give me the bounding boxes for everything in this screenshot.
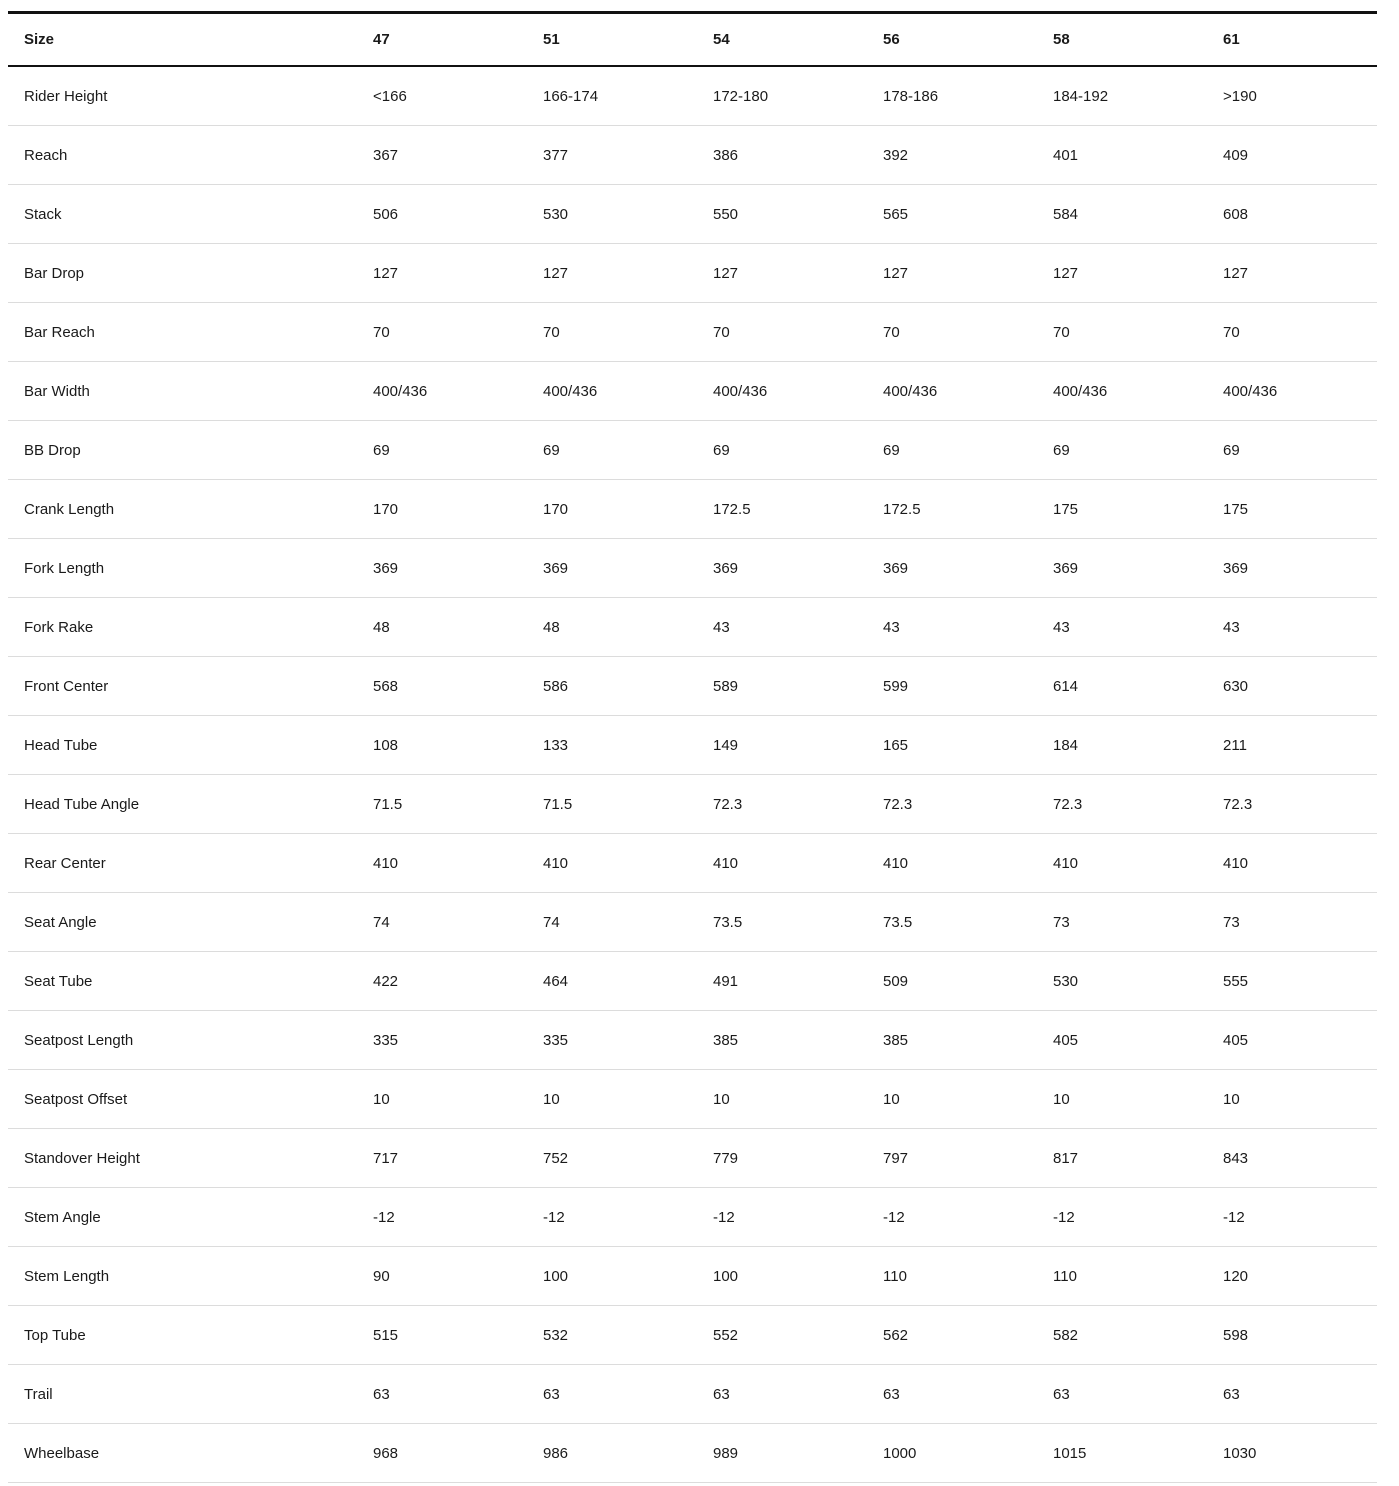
geometry-value-cell: 582 xyxy=(1053,1306,1223,1365)
geometry-value-cell: 172.5 xyxy=(713,480,883,539)
geometry-value-cell: 817 xyxy=(1053,1129,1223,1188)
geometry-value-cell: 385 xyxy=(713,1011,883,1070)
geometry-value-cell: 10 xyxy=(1223,1070,1377,1129)
row-label: Stem Angle xyxy=(8,1188,373,1247)
size-column-header-58: 58 xyxy=(1053,13,1223,67)
geometry-value-cell: 555 xyxy=(1223,952,1377,1011)
geometry-value-cell: 584 xyxy=(1053,185,1223,244)
geometry-value-cell: 165 xyxy=(883,716,1053,775)
table-row xyxy=(8,539,1377,598)
geometry-value-cell: 127 xyxy=(883,244,1053,303)
geometry-value-cell: 614 xyxy=(1053,657,1223,716)
row-label: Front Center xyxy=(8,657,373,716)
geometry-value-cell: 369 xyxy=(713,539,883,598)
table-row xyxy=(8,126,1377,185)
geometry-value-cell: 69 xyxy=(373,421,543,480)
table-row xyxy=(8,480,1377,539)
geometry-value-cell: 598 xyxy=(1223,1306,1377,1365)
geometry-value-cell: 48 xyxy=(373,598,543,657)
row-label: Bar Width xyxy=(8,362,373,421)
geometry-value-cell: 73 xyxy=(1223,893,1377,952)
table-row xyxy=(8,775,1377,834)
geometry-value-cell: 72.3 xyxy=(1223,775,1377,834)
row-label: Fork Rake xyxy=(8,598,373,657)
geometry-value-cell: 110 xyxy=(883,1247,1053,1306)
geometry-value-cell: 410 xyxy=(713,834,883,893)
table-row xyxy=(8,1070,1377,1129)
geometry-value-cell: 70 xyxy=(1053,303,1223,362)
geometry-value-cell: 10 xyxy=(1053,1070,1223,1129)
table-row xyxy=(8,1424,1377,1483)
geometry-value-cell: 10 xyxy=(373,1070,543,1129)
geometry-value-cell: 70 xyxy=(373,303,543,362)
geometry-value-cell: 108 xyxy=(373,716,543,775)
geometry-value-cell: -12 xyxy=(1223,1188,1377,1247)
geometry-value-cell: 127 xyxy=(543,244,713,303)
geometry-value-cell: 43 xyxy=(883,598,1053,657)
row-label: Crank Length xyxy=(8,480,373,539)
geometry-table xyxy=(8,11,1377,1483)
geometry-value-cell: 63 xyxy=(883,1365,1053,1424)
geometry-value-cell: 63 xyxy=(1223,1365,1377,1424)
table-row xyxy=(8,1247,1377,1306)
geometry-value-cell: 72.3 xyxy=(713,775,883,834)
table-row xyxy=(8,834,1377,893)
table-row xyxy=(8,1365,1377,1424)
geometry-value-cell: 43 xyxy=(1223,598,1377,657)
geometry-value-cell: 73 xyxy=(1053,893,1223,952)
geometry-value-cell: 367 xyxy=(373,126,543,185)
table-row xyxy=(8,303,1377,362)
row-label: Top Tube xyxy=(8,1306,373,1365)
geometry-value-cell: 133 xyxy=(543,716,713,775)
geometry-value-cell: 797 xyxy=(883,1129,1053,1188)
geometry-value-cell: 385 xyxy=(883,1011,1053,1070)
geometry-value-cell: 410 xyxy=(373,834,543,893)
geometry-value-cell: 170 xyxy=(543,480,713,539)
geometry-value-cell: 717 xyxy=(373,1129,543,1188)
row-label: Standover Height xyxy=(8,1129,373,1188)
geometry-value-cell: 43 xyxy=(1053,598,1223,657)
geometry-value-cell: 401 xyxy=(1053,126,1223,185)
geometry-value-cell: 400/436 xyxy=(883,362,1053,421)
geometry-value-cell: 400/436 xyxy=(543,362,713,421)
geometry-value-cell: 410 xyxy=(1053,834,1223,893)
geometry-value-cell: 70 xyxy=(713,303,883,362)
row-label: Fork Length xyxy=(8,539,373,598)
row-label: Seat Angle xyxy=(8,893,373,952)
table-row xyxy=(8,421,1377,480)
geometry-value-cell: 986 xyxy=(543,1424,713,1483)
geometry-value-cell: 491 xyxy=(713,952,883,1011)
geometry-value-cell: 70 xyxy=(1223,303,1377,362)
geometry-value-cell: -12 xyxy=(543,1188,713,1247)
geometry-value-cell: 166-174 xyxy=(543,66,713,126)
geometry-value-cell: >190 xyxy=(1223,66,1377,126)
size-column-header-51: 51 xyxy=(543,13,713,67)
geometry-value-cell: -12 xyxy=(883,1188,1053,1247)
geometry-value-cell: 71.5 xyxy=(543,775,713,834)
geometry-value-cell: 532 xyxy=(543,1306,713,1365)
geometry-value-cell: 69 xyxy=(713,421,883,480)
table-row xyxy=(8,1306,1377,1365)
table-row xyxy=(8,362,1377,421)
geometry-value-cell: 211 xyxy=(1223,716,1377,775)
table-row xyxy=(8,1129,1377,1188)
geometry-value-cell: 779 xyxy=(713,1129,883,1188)
geometry-value-cell: 530 xyxy=(543,185,713,244)
geometry-value-cell: 369 xyxy=(543,539,713,598)
geometry-value-cell: 10 xyxy=(883,1070,1053,1129)
row-label: Trail xyxy=(8,1365,373,1424)
geometry-value-cell: 410 xyxy=(543,834,713,893)
geometry-value-cell: 989 xyxy=(713,1424,883,1483)
row-label: Reach xyxy=(8,126,373,185)
geometry-value-cell: 10 xyxy=(713,1070,883,1129)
geometry-value-cell: 72.3 xyxy=(1053,775,1223,834)
geometry-value-cell: 400/436 xyxy=(373,362,543,421)
geometry-value-cell: 70 xyxy=(543,303,713,362)
geometry-value-cell: 172.5 xyxy=(883,480,1053,539)
geometry-value-cell: 63 xyxy=(543,1365,713,1424)
geometry-value-cell: 530 xyxy=(1053,952,1223,1011)
geometry-value-cell: 405 xyxy=(1223,1011,1377,1070)
geometry-value-cell: 562 xyxy=(883,1306,1053,1365)
geometry-value-cell: 69 xyxy=(1053,421,1223,480)
geometry-value-cell: 127 xyxy=(1223,244,1377,303)
geometry-value-cell: 377 xyxy=(543,126,713,185)
geometry-value-cell: 63 xyxy=(1053,1365,1223,1424)
geometry-value-cell: 608 xyxy=(1223,185,1377,244)
geometry-value-cell: 69 xyxy=(1223,421,1377,480)
row-label: Rear Center xyxy=(8,834,373,893)
row-label: Stem Length xyxy=(8,1247,373,1306)
geometry-value-cell: 184 xyxy=(1053,716,1223,775)
geometry-value-cell: 149 xyxy=(713,716,883,775)
geometry-value-cell: 552 xyxy=(713,1306,883,1365)
geometry-value-cell: 73.5 xyxy=(713,893,883,952)
geometry-value-cell: 184-192 xyxy=(1053,66,1223,126)
geometry-value-cell: 74 xyxy=(543,893,713,952)
geometry-value-cell: 400/436 xyxy=(1053,362,1223,421)
geometry-value-cell: 127 xyxy=(1053,244,1223,303)
geometry-value-cell: <166 xyxy=(373,66,543,126)
geometry-value-cell: 369 xyxy=(1053,539,1223,598)
row-label: Head Tube xyxy=(8,716,373,775)
geometry-value-cell: 100 xyxy=(543,1247,713,1306)
geometry-value-cell: 968 xyxy=(373,1424,543,1483)
table-row xyxy=(8,598,1377,657)
table-row xyxy=(8,716,1377,775)
table-row xyxy=(8,244,1377,303)
geometry-value-cell: 127 xyxy=(373,244,543,303)
geometry-value-cell: -12 xyxy=(373,1188,543,1247)
size-column-header-54: 54 xyxy=(713,13,883,67)
geometry-value-cell: 410 xyxy=(1223,834,1377,893)
row-label: Wheelbase xyxy=(8,1424,373,1483)
geometry-value-cell: 589 xyxy=(713,657,883,716)
geometry-value-cell: 550 xyxy=(713,185,883,244)
geometry-value-cell: 170 xyxy=(373,480,543,539)
geometry-value-cell: 752 xyxy=(543,1129,713,1188)
geometry-value-cell: 63 xyxy=(373,1365,543,1424)
row-label: Head Tube Angle xyxy=(8,775,373,834)
geometry-value-cell: 127 xyxy=(713,244,883,303)
row-label: Seatpost Offset xyxy=(8,1070,373,1129)
table-row xyxy=(8,952,1377,1011)
table-row xyxy=(8,185,1377,244)
size-column-header-61: 61 xyxy=(1223,13,1377,67)
row-label: BB Drop xyxy=(8,421,373,480)
geometry-value-cell: 71.5 xyxy=(373,775,543,834)
geometry-value-cell: 175 xyxy=(1223,480,1377,539)
row-label: Bar Reach xyxy=(8,303,373,362)
geometry-value-cell: 409 xyxy=(1223,126,1377,185)
geometry-value-cell: 90 xyxy=(373,1247,543,1306)
geometry-value-cell: 400/436 xyxy=(1223,362,1377,421)
geometry-value-cell: 515 xyxy=(373,1306,543,1365)
geometry-value-cell: 386 xyxy=(713,126,883,185)
table-row xyxy=(8,893,1377,952)
size-row-header: Size xyxy=(8,13,373,67)
geometry-value-cell: 568 xyxy=(373,657,543,716)
row-label: Bar Drop xyxy=(8,244,373,303)
geometry-value-cell: 63 xyxy=(713,1365,883,1424)
table-row xyxy=(8,66,1377,126)
geometry-value-cell: 509 xyxy=(883,952,1053,1011)
geometry-value-cell: 369 xyxy=(373,539,543,598)
geometry-value-cell: 1000 xyxy=(883,1424,1053,1483)
geometry-value-cell: 506 xyxy=(373,185,543,244)
table-row xyxy=(8,657,1377,716)
geometry-value-cell: 400/436 xyxy=(713,362,883,421)
geometry-value-cell: 110 xyxy=(1053,1247,1223,1306)
geometry-value-cell: 335 xyxy=(373,1011,543,1070)
row-label: Seatpost Length xyxy=(8,1011,373,1070)
table-header xyxy=(8,13,1377,67)
geometry-value-cell: 120 xyxy=(1223,1247,1377,1306)
geometry-value-cell: 410 xyxy=(883,834,1053,893)
row-label: Seat Tube xyxy=(8,952,373,1011)
row-label: Stack xyxy=(8,185,373,244)
geometry-value-cell: 172-180 xyxy=(713,66,883,126)
table-row xyxy=(8,1188,1377,1247)
table-body xyxy=(8,66,1377,1483)
geometry-value-cell: 73.5 xyxy=(883,893,1053,952)
geometry-value-cell: 48 xyxy=(543,598,713,657)
geometry-value-cell: 69 xyxy=(883,421,1053,480)
geometry-value-cell: 464 xyxy=(543,952,713,1011)
geometry-value-cell: 599 xyxy=(883,657,1053,716)
geometry-value-cell: 72.3 xyxy=(883,775,1053,834)
geometry-value-cell: 422 xyxy=(373,952,543,1011)
geometry-value-cell: 10 xyxy=(543,1070,713,1129)
geometry-value-cell: 843 xyxy=(1223,1129,1377,1188)
row-label: Rider Height xyxy=(8,66,373,126)
geometry-value-cell: 405 xyxy=(1053,1011,1223,1070)
geometry-value-cell: -12 xyxy=(1053,1188,1223,1247)
geometry-value-cell: 175 xyxy=(1053,480,1223,539)
geometry-value-cell: 586 xyxy=(543,657,713,716)
geometry-value-cell: 178-186 xyxy=(883,66,1053,126)
geometry-value-cell: 69 xyxy=(543,421,713,480)
geometry-value-cell: 369 xyxy=(1223,539,1377,598)
geometry-value-cell: 1030 xyxy=(1223,1424,1377,1483)
header-row xyxy=(8,13,1377,67)
geometry-value-cell: -12 xyxy=(713,1188,883,1247)
geometry-value-cell: 74 xyxy=(373,893,543,952)
geometry-value-cell: 43 xyxy=(713,598,883,657)
size-column-header-47: 47 xyxy=(373,13,543,67)
geometry-value-cell: 630 xyxy=(1223,657,1377,716)
geometry-value-cell: 392 xyxy=(883,126,1053,185)
geometry-value-cell: 100 xyxy=(713,1247,883,1306)
size-column-header-56: 56 xyxy=(883,13,1053,67)
table-row xyxy=(8,1011,1377,1070)
geometry-value-cell: 565 xyxy=(883,185,1053,244)
geometry-value-cell: 335 xyxy=(543,1011,713,1070)
geometry-value-cell: 70 xyxy=(883,303,1053,362)
geometry-value-cell: 1015 xyxy=(1053,1424,1223,1483)
geometry-value-cell: 369 xyxy=(883,539,1053,598)
